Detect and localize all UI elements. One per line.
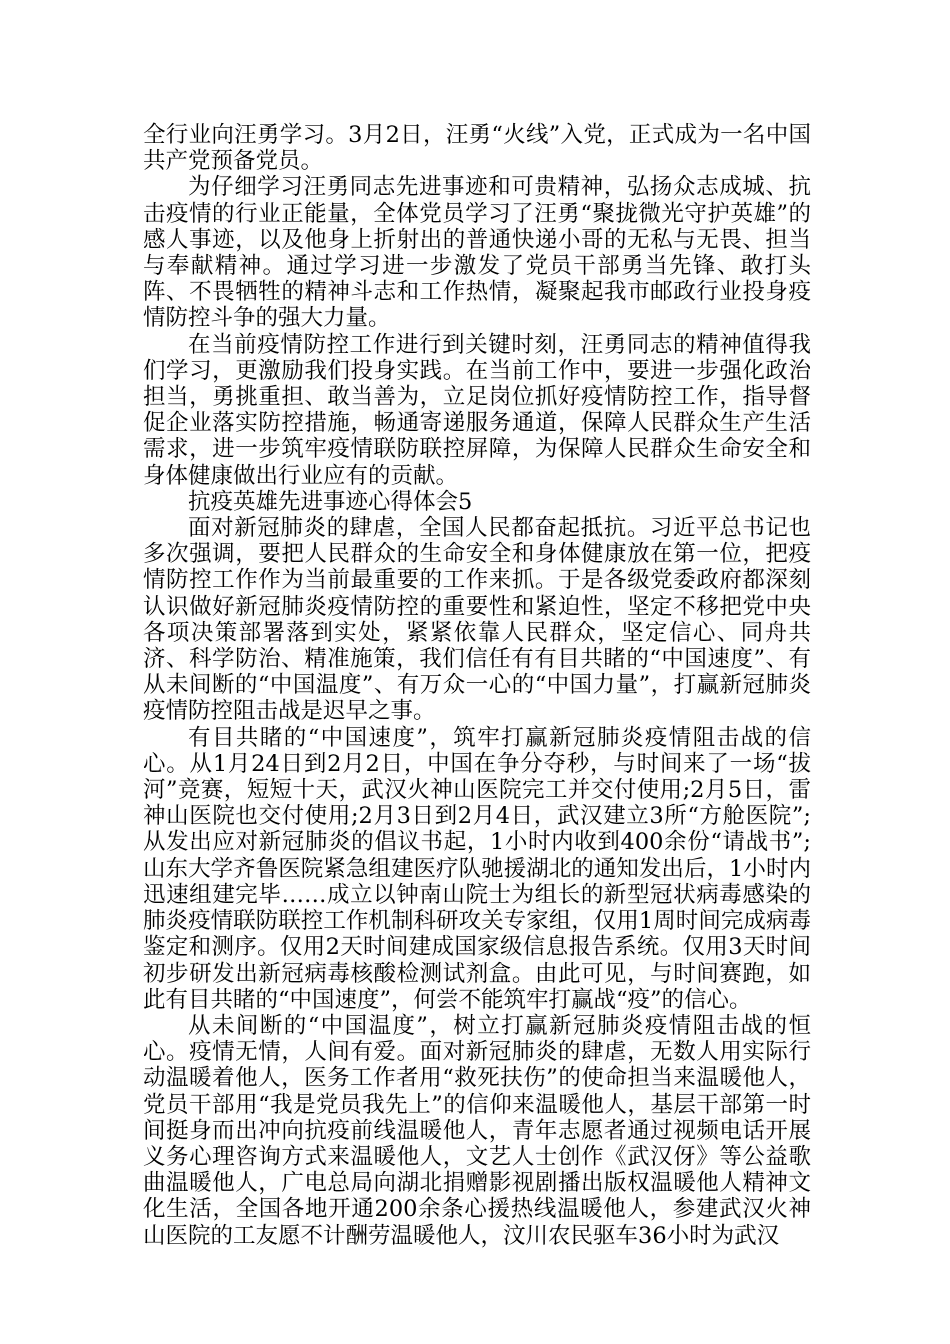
document-body: [143, 122, 811, 1249]
paragraph-intro: 面对新冠肺炎的肆虐，全国人民都奋起抵抗。习近平总书记也多次强调，要把人民群众的生命安全和身体健康放在第一位，把疫情防控工作作为当前最重要的工作来抓。于是各级党委政府都深刻认识做好新冠肺炎疫情防控的重要性和紧迫性，坚定不移把党中央各项决策部署落到实处，紧紧依靠人民群众，坚定信心、同舟共济、科学防治、精准施策，我们信任有有目共睹的“中国速度”、有从未间断的“中国温度”、有万众一心的“中国力量”，打赢新冠肺炎疫情防控阻击战是迟早之事。: [143, 515, 811, 725]
paragraph-study-wang-yong: 为仔细学习汪勇同志先进事迹和可贵精神，弘扬众志成城、抗击疫情的行业正能量，全体党员学习了汪勇“聚拢微光守护英雄”的感人事迹，以及他身上折射出的普通快递小哥的无私与无畏、担当与奉献精神。通过学习进一步激发了党员干部勇当先锋、敢打头阵、不畏牺牲的精神斗志和工作热情，凝聚起我市邮政行业投身疫情防控斗争的强大力量。: [143, 174, 811, 332]
paragraph-continuation: 全行业向汪勇学习。3月2日，汪勇“火线”入党，正式成为一名中国共产党预备党员。: [143, 122, 811, 175]
section-heading: 抗疫英雄先进事迹心得体会5: [188, 488, 473, 515]
paragraph-china-warmth: 从未间断的“中国温度”，树立打赢新冠肺炎疫情阻击战的恒心。疫情无情，人间有爱。面对新冠肺炎的肆虐，无数人用实际行动温暖着他人，医务工作者用“救死扶伤”的使命担当来温暖他人，党员干部用“我是党员我先上”的信仰来温暖他人，基层干部第一时间挺身而出冲向抗疫前线温暖他人，青年志愿者通过视频电话开展义务心理咨询方式来温暖他人，文艺人士创作《武汉伢》等公益歌曲温暖他人，广电总局向湖北捐赠影视剧播出版权温暖他人精神文化生活，全国各地开通200余条心援热线温暖他人，参建武汉火神山医院的工友愿不计酬劳温暖他人，汶川农民驱车36小时为武汉: [143, 1012, 811, 1249]
paragraph-china-speed: 有目共睹的“中国速度”，筑牢打赢新冠肺炎疫情阻击战的信心。从1月24日到2月2日，中国在争分夺秒，与时间来了一场“拔河”竞赛，短短十天，武汉火神山医院完工并交付使用;2月5日，雷神山医院也交付使用;2月3日到2月4日，武汉建立3所“方舱医院”;从发出应对新冠肺炎的倡议书起，1小时内收到400余份“请战书”;山东大学齐鲁医院紧急组建医疗队驰援湖北的通知发出后，1小时内迅速组建完毕……成立以钟南山院士为组长的新型冠状病毒感染的肺炎疫情联防联控工作机制科研攻关专家组，仅用1周时间完成病毒鉴定和测序。仅用2天时间建成国家级信息报告系统。仅用3天时间初步研发出新冠病毒核酸检测试剂盒。由此可见，与时间赛跑，如此有目共睹的“中国速度”，何尝不能筑牢打赢战“疫”的信心。: [143, 724, 811, 1013]
paragraph-current-work: 在当前疫情防控工作进行到关键时刻，汪勇同志的精神值得我们学习，更激励我们投身实践。在当前工作中，要进一步强化政治担当，勇挑重担、敢当善为，立足岗位抓好疫情防控工作，指导督促企业落实防控措施，畅通寄递服务通道，保障人民群众生产生活需求，进一步筑牢疫情联防联控屏障，为保障人民群众生命安全和身体健康做出行业应有的贡献。: [143, 331, 811, 489]
